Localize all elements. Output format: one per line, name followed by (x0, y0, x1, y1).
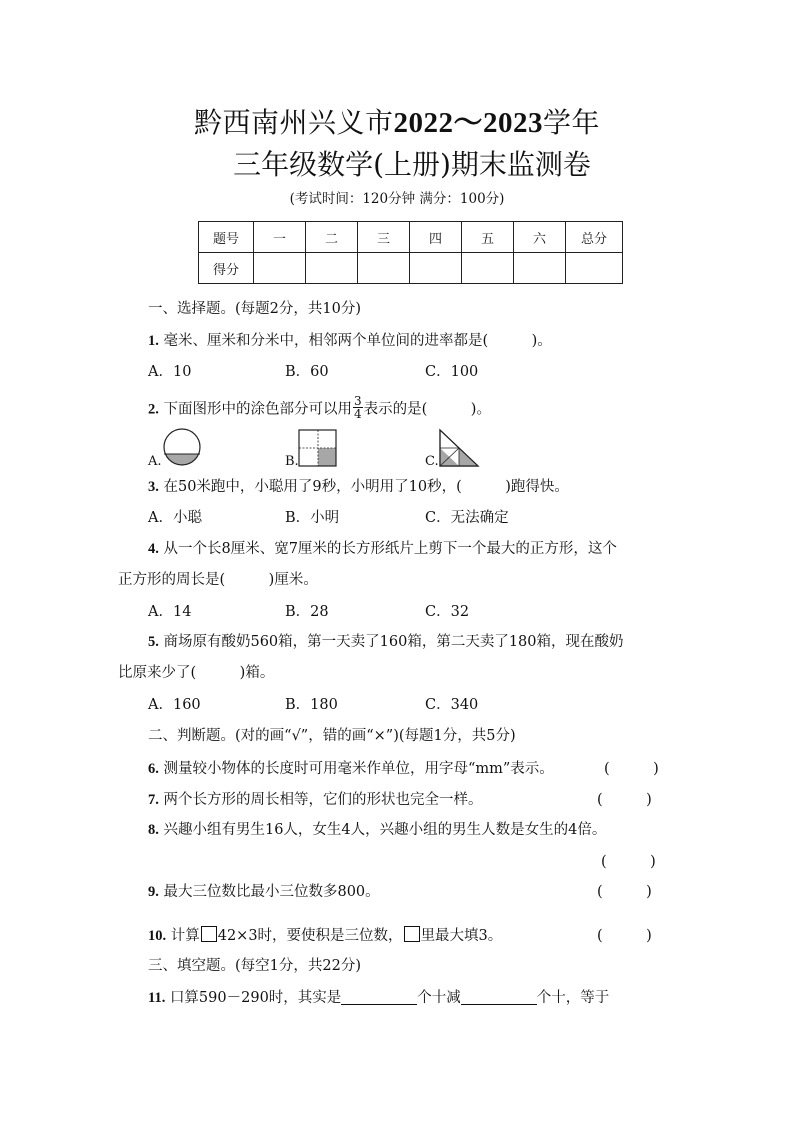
option-c: C．340 (425, 697, 479, 713)
question-3 (148, 477, 569, 497)
question-5 (148, 632, 624, 652)
question-number: 5. (148, 634, 159, 650)
exam-subtitle: (考试时间：120分钟 满分：100分) (289, 191, 505, 207)
question-2 (148, 394, 491, 422)
score-table-header-row (199, 222, 623, 253)
score-blank-cell[interactable] (462, 253, 514, 284)
question-number: 3. (148, 479, 159, 495)
score-cell: 二 (306, 222, 358, 253)
score-cell: 四 (410, 222, 462, 253)
question-number: 7. (148, 792, 159, 808)
option-a: A．14 (148, 604, 192, 620)
figure-label-b: B. (285, 454, 299, 469)
question-8 (148, 820, 606, 840)
fraction-denominator: 4 (353, 407, 362, 421)
option-b: B．28 (285, 604, 329, 620)
figure-b-square (298, 429, 338, 467)
option-a: A．10 (148, 364, 192, 380)
option-a: A．160 (148, 697, 201, 713)
section-heading-2: 二、判断题。(对的画“√”，错的画“×”)(每题1分，共5分) (148, 728, 516, 744)
question-text: 下面图形中的涂色部分可以用 (163, 401, 352, 418)
question-text: 从一个长8厘米、宽7厘米的长方形纸片上剪下一个最大的正方形，这个 (163, 541, 617, 557)
score-cell: 题号 (199, 222, 254, 253)
question-text: 两个长方形的周长相等，它们的形状也完全一样。 (163, 792, 483, 808)
question-text: 表示的是( )。 (363, 401, 491, 418)
figure-label-a: A. (148, 454, 162, 469)
answer-parentheses[interactable]: ( ) (597, 792, 652, 808)
question-number: 9. (148, 884, 159, 900)
answer-blank[interactable] (341, 988, 417, 1005)
score-cell: 五 (462, 222, 514, 253)
question-number: 8. (148, 822, 159, 838)
score-table-score-row (199, 253, 623, 284)
score-cell: 得分 (199, 253, 254, 284)
option-b: B．小明 (285, 510, 340, 526)
question-text: 测量较小物体的长度时可用毫米作单位，用字母“mm”表示。 (163, 761, 554, 777)
section-heading-1: 一、选择题。(每题2分，共10分) (148, 301, 361, 317)
question-text: 42×3时，要使积是三位数， (217, 928, 403, 944)
option-b: B．60 (285, 364, 329, 380)
question-text: 计算 (170, 928, 200, 944)
figure-a-circle (160, 427, 204, 467)
question-4 (148, 539, 617, 559)
score-table (198, 221, 623, 284)
question-text: 兴趣小组有男生16人，女生4人，兴趣小组的男生人数是女生的4倍。 (163, 822, 607, 838)
figure-c-triangle (438, 428, 480, 468)
question-text: 毫米、厘米和分米中，相邻两个单位间的进率都是( )。 (163, 333, 552, 349)
score-blank-cell[interactable] (306, 253, 358, 284)
score-blank-cell[interactable] (566, 253, 623, 284)
question-11 (148, 988, 609, 1008)
question-7 (148, 790, 482, 810)
score-blank-cell[interactable] (254, 253, 306, 284)
fraction-numerator: 3 (353, 394, 362, 408)
figure-label-c: C. (425, 454, 439, 469)
option-c: C．100 (425, 364, 479, 380)
title-years: 2022～2023 (393, 107, 543, 139)
question-text: 最大三位数比最小三位数多800。 (163, 884, 380, 900)
option-a: A．小聪 (148, 510, 202, 526)
question-number: 11. (148, 990, 166, 1006)
question-text: 口算590－290时，其实是 (169, 990, 342, 1006)
question-9 (148, 882, 380, 902)
question-number: 1. (148, 333, 159, 349)
question-1 (148, 331, 552, 351)
question-number: 4. (148, 541, 159, 557)
question-number: 10. (148, 928, 167, 944)
answer-parentheses[interactable]: ( ) (601, 854, 656, 870)
question-5-cont: 比原来少了( )箱。 (118, 665, 275, 681)
blank-box (201, 926, 217, 942)
option-b: B．180 (285, 697, 338, 713)
fraction (353, 395, 363, 420)
question-number: 2. (148, 401, 159, 418)
exam-title-line1: 黔西南州兴义市2022～2023学年 (193, 106, 601, 139)
option-c: C．32 (425, 604, 470, 620)
score-blank-cell[interactable] (514, 253, 566, 284)
score-blank-cell[interactable] (410, 253, 462, 284)
question-6 (148, 759, 554, 779)
blank-box (404, 926, 420, 942)
option-c: C．无法确定 (425, 510, 509, 526)
question-text: 商场原有酸奶560箱，第一天卖了160箱，第二天卖了180箱，现在酸奶 (163, 634, 624, 650)
question-text: 里最大填3。 (420, 928, 503, 944)
exam-title-line2: 三年级数学(上册)期末监测卷 (233, 148, 591, 181)
question-number: 6. (148, 761, 159, 777)
score-cell: 三 (358, 222, 410, 253)
answer-parentheses[interactable]: ( ) (597, 884, 652, 900)
question-text: 个十减 (417, 990, 461, 1006)
answer-parentheses[interactable]: ( ) (604, 761, 659, 777)
score-cell: 总分 (566, 222, 623, 253)
answer-parentheses[interactable]: ( ) (597, 928, 652, 944)
score-cell: 六 (514, 222, 566, 253)
answer-blank[interactable] (461, 988, 537, 1005)
score-blank-cell[interactable] (358, 253, 410, 284)
section-heading-3: 三、填空题。(每空1分，共22分) (148, 958, 361, 974)
question-text: 在50米跑中，小聪用了9秒，小明用了10秒，( )跑得快。 (163, 479, 569, 495)
question-10 (148, 926, 502, 946)
question-4-cont: 正方形的周长是( )厘米。 (118, 572, 318, 588)
score-cell: 一 (254, 222, 306, 253)
question-text: 个十，等于 (536, 990, 610, 1006)
